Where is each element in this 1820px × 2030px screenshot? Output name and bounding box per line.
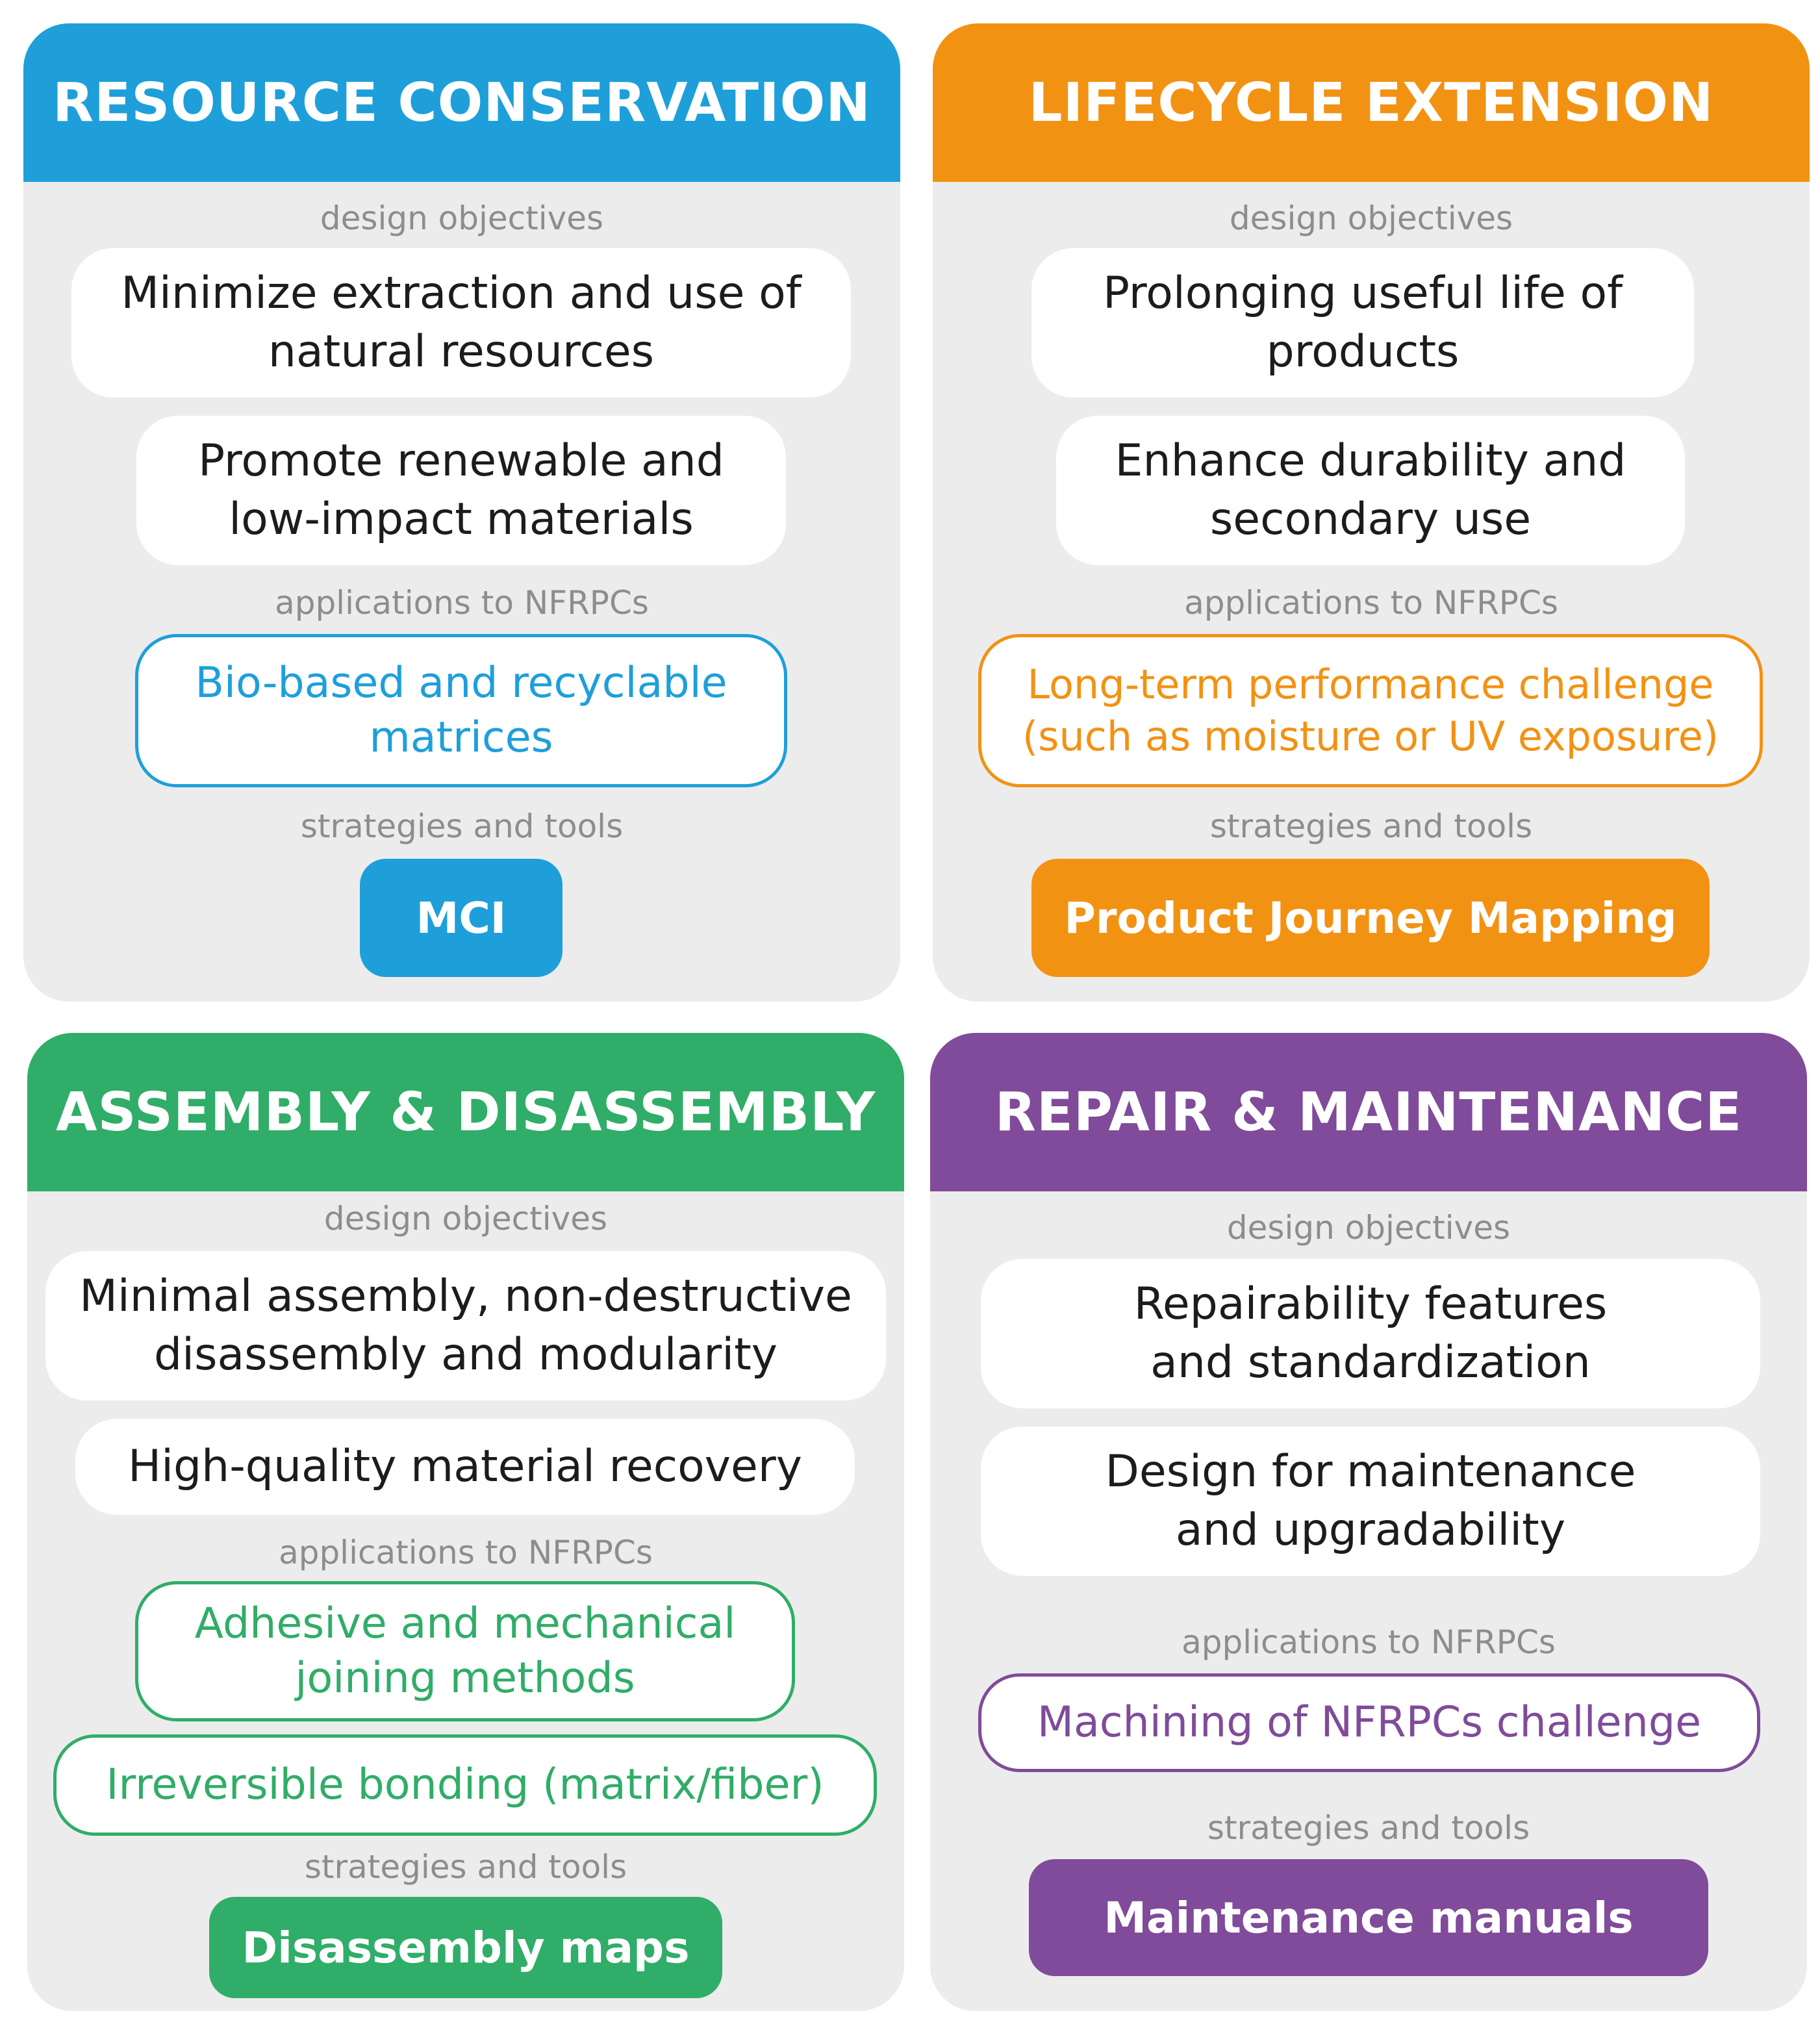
tool-text: Product Journey Mapping: [1064, 893, 1677, 943]
tool-text: Disassembly maps: [242, 1922, 690, 1973]
objective-box: [981, 1259, 1760, 1408]
strategies-label: strategies and tools: [300, 807, 624, 845]
application-box: [978, 634, 1763, 787]
objective-text: Promote renewable and low-impact materials: [198, 435, 724, 545]
design-objectives-label: design objectives: [1226, 1209, 1511, 1247]
strategies-label: strategies and tools: [1209, 807, 1533, 845]
objective-text: Minimal assembly, non-destructive disassembly and modularity: [79, 1271, 852, 1380]
applications-label: applications to NFRPCs: [275, 584, 649, 622]
applications-label: applications to NFRPCs: [279, 1534, 653, 1571]
objective-text: Design for maintenance and upgradability: [1105, 1446, 1636, 1556]
objective-box: [1031, 248, 1694, 398]
panel-header: [933, 23, 1810, 182]
design-objectives-label: design objectives: [323, 1200, 608, 1237]
strategies-label: strategies and tools: [1207, 1809, 1530, 1847]
objective-box: [71, 248, 851, 398]
objective-box: [45, 1251, 886, 1401]
panel-header: [23, 23, 900, 182]
panel-lifecycle-extension: [933, 23, 1810, 1002]
objective-text: High-quality material recovery: [127, 1441, 803, 1492]
tool-badge: [360, 859, 562, 977]
tool-text: MCI: [416, 893, 507, 943]
applications-label: applications to NFRPCs: [1182, 1623, 1556, 1661]
panel-title: RESOURCE CONSERVATION: [53, 71, 871, 134]
tool-badge: [1031, 859, 1710, 977]
application-text: Adhesive and mechanical joining methods: [194, 1599, 736, 1703]
application-box: [53, 1734, 877, 1836]
application-box: [135, 634, 787, 787]
application-text: Irreversible bonding (matrix/fiber): [106, 1760, 824, 1809]
panel-assembly-disassembly: [27, 1033, 904, 2011]
objective-text: Minimize extraction and use of natural resources: [121, 268, 802, 377]
tool-text: Maintenance manuals: [1104, 1892, 1634, 1943]
strategies-label: strategies and tools: [304, 1848, 627, 1886]
panel-repair-maintenance: [930, 1033, 1807, 2011]
objective-box: [981, 1427, 1760, 1576]
objective-text: Enhance durability and secondary use: [1115, 435, 1626, 545]
application-box: [135, 1581, 795, 1721]
applications-label: applications to NFRPCs: [1184, 584, 1558, 622]
objective-text: Prolonging useful life of products: [1102, 268, 1623, 377]
application-text: Long-term performance challenge (such as moisture or UV exposure): [1022, 661, 1719, 760]
tool-badge: [209, 1897, 722, 1998]
tool-badge: [1029, 1859, 1708, 1976]
application-text: Machining of NFRPCs challenge: [1037, 1698, 1702, 1747]
panel-title: ASSEMBLY & DISASSEMBLY: [56, 1081, 876, 1143]
design-objectives-label: design objectives: [320, 199, 604, 237]
panel-title: LIFECYCLE EXTENSION: [1028, 71, 1714, 134]
panel-title: REPAIR & MAINTENANCE: [994, 1081, 1743, 1143]
application-text: Bio-based and recyclable matrices: [195, 659, 727, 762]
panel-header: [930, 1033, 1807, 1191]
objective-box: [136, 416, 786, 565]
panel-header: [27, 1033, 904, 1191]
panel-resource-conservation: [23, 23, 900, 1002]
objective-text: Repairability features and standardization: [1133, 1278, 1608, 1388]
application-box: [978, 1673, 1760, 1772]
objective-box: [1056, 416, 1685, 565]
objective-box: [75, 1419, 855, 1515]
design-objectives-label: design objectives: [1229, 199, 1513, 237]
